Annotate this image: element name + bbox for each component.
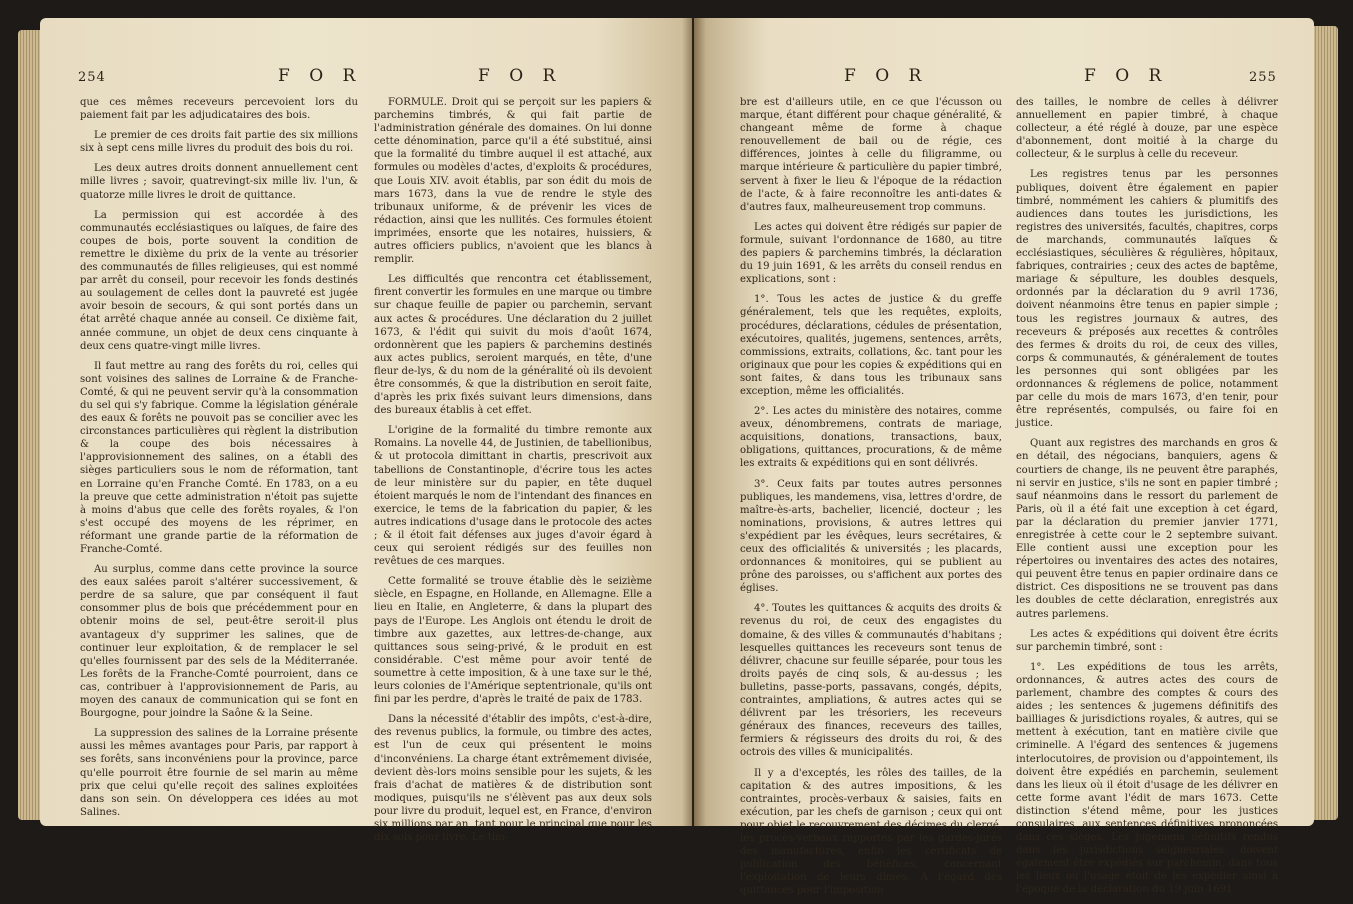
- paragraph: Dans la nécessité d'établir des impôts, c'est-à-dire, des revenus publics, la formule, ou timbre des actes, est l'un de ceux qui présentent le moins d'inconvéniens. La charge étant extrêmement divisée, devient dès-lors moins sensible pour les sujets, & les frais d'achat de matières & de distribution sont modiques, puisqu'ils ne s'élèvent pas aux deux sols pour livre du produit, lequel est, en France, d'environ six millions par an, tant pour le principal que pour les dix sols pour livre. Le tim-: [374, 714, 652, 844]
- paragraph: des tailles, le nombre de celles à délivrer annuellement en papier timbré, à chaque collecteur, a été réglé à douze, par une espèce d'abonnement, dont moitié à la charge du collecteur, & le surplus à celle du receveur.: [1016, 97, 1278, 161]
- paragraph: Cette formalité se trouve établie dès le seizième siècle, en Espagne, en Hollande, en Allemagne. Elle a lieu en Italie, en Angleterre, & dans la plupart des pays de l'Europe. Les Anglois ont étendu le droit de timbre aux gazettes, aux lettres-de-change, aux quittances sous seing-privé, & le produit en est considérable. C'est même pour avoir tenté de soumettre à cette imposition, & à une taxe sur le thé, leurs colonies de l'Amérique septentrionale, qu'ils ont fini par les perdre, d'après le traité de paix de 1783.: [374, 576, 652, 706]
- paragraph: 3°. Ceux faits par toutes autres personnes publiques, les mandemens, visa, lettres d'ordre, de maître-ès-arts, bachelier, licencié, docteur ; les nominations, provisions, & autres lettres qui s'expédient par les évêques, leurs secrétaires, & ceux des officialités & universités ; les placards, ordonnances & monitoires, qui se publient au prône des paroisses, ou s'affichent aux portes des églises.: [740, 478, 1002, 595]
- paragraph: Les registres tenus par les personnes publiques, doivent être également en papier timbré, nommément les cahiers & plumitifs des audiences dans toutes les jurisdictions, les registres des universités, facultés, chapitres, corps de marchands, communautés laïques & ecclésiastiques, séculières & régulières, hôpitaux, fabriques, contrairies ; ceux des actes de baptême, mariage & sépulture, les doubles desquels, ordonnés par la déclaration du 9 avril 1736, doivent néanmoins être tenus en papier simple ; tous les registres journaux & autres, des receveurs & préposés aux recettes & contrôles des fermes & droits du roi, de ceux des villes, corps & communautés, & généralement de toutes les personnes qui sont obligées par les ordonnances & réglemens de police, notamment par celle du mois de mars 1673, d'en tenir, pour être représentés, compulsés, ou faire foi en justice.: [1016, 169, 1278, 430]
- left-column-1: [80, 96, 358, 826]
- paragraph: Les difficultés que rencontra cet établissement, firent convertir les formules en une marque ou timbre sur chaque feuille de papier ou parchemin, servant aux actes & procédures. Une déclaration du 2 juillet 1673, & l'édit qui suivit du mois d'août 1674, ordonnèrent que les papiers & parchemins destinés aux actes publics, seroient marqués, en tête, d'une fleur de-lys, & du nom de la généralité où ils devoient être consommés, & que la distribution en seroit faite, d'après les prix fixés suivant leurs dimensions, dans des bureaux établis à cet effet.: [374, 274, 652, 417]
- paragraph: bre est d'ailleurs utile, en ce que l'écusson ou marque, étant différent pour chaque généralité, & changeant même de forme à chaque renouvellement de bail ou de régie, ces différences, jointes à celle du filigramme, ou marque intérieure & particulière du papier timbré, servent à fixer le lieu & l'époque de la rédaction de l'acte, & à faire reconnoître les anti-dates & d'autres faux, malheureusement trop communs.: [740, 97, 1002, 213]
- paragraph: 4°. Toutes les quittances & acquits des droits & revenus du roi, de ceux des engagistes du domaine, & des villes & communautés d'habitans ; lesquelles quittances les receveurs sont tenus de délivrer, chacune sur feuille séparée, pour tous les droits payés de cinq sols, & au-dessus ; les bulletins, passe-ports, passavans, congés, dépits, contraintes, ampliations, & autres actes qui se délivrent par les trésoriers, les receveurs généraux des finances, receveurs des tailles, fermiers & régisseurs des droits du roi, & des octrois des villes & municipalités.: [740, 603, 1002, 759]
- right-page-number: 255: [1249, 70, 1277, 85]
- paragraph: Il faut mettre au rang des forêts du roi, celles qui sont voisines des salines de Lorraine & de Franche-Comté, & qui ne peuvent servir qu'à la consommation du sel qui s'y fabrique. Comme la législation générale des eaux & forêts ne pouvoit pas se concilier avec les circonstances particulières qui règlent la distribution & la coupe des bois nécessaires à l'approvisionnement des salines, on a établi des sièges particuliers sous le nom de réformation, tant en Lorraine qu'en Franche Comté. En 1783, on a eu la preuve que cette administration n'étoit pas sujette à moins d'abus que celle des forêts royales, & l'on s'est occupé des moyens de les réprimer, en réformant une grande partie de la réformation de Franche-Comté.: [80, 360, 358, 555]
- paragraph: L'origine de la formalité du timbre remonte aux Romains. La novelle 44, de Justinien, de tabellionibus, & ut protocola dimittant in chartis, prescrivoit aux tabellions de Constantinople, d'écrire tous les actes de leur ministère sur du papier, en tête duquel étoient marqués le nom de l'intendant des finances en exercice, le tems de la fabrication du papier, & les autres indications d'usage dans le protocole des actes ; & il étoit fait défenses aux juges d'avoir égard à ceux qui seroient rédigés sur des feuilles non revêtues de ces marques.: [374, 425, 652, 568]
- open-book: [18, 18, 1338, 897]
- right-running-head-1: F O R: [844, 66, 929, 86]
- paragraph: Au surplus, comme dans cette province la source des eaux salées paroit s'altérer successivement, & perdre de sa salure, que par conséquent il faut consommer plus de bois que précédemment pour en obtenir moins de sel, peut-être seroit-il plus avantageux d'y supprimer les salines, que de continuer leur exploitation, & de remplacer le sel qu'elles fournissent par des sels de la Méditerranée. Les forêts de la Franche-Comté pourroient, dans ce cas, contribuer à l'approvisionnement de Paris, au moyen des canaux de communication qui se font en Bourgogne, pour joindre la Saône & la Seine.: [80, 564, 358, 720]
- left-running-head-2: F O R: [478, 66, 563, 86]
- left-column-2: [374, 96, 652, 851]
- paragraph: La suppression des salines de la Lorraine présente aussi les mêmes avantages pour Paris, par rapport à ses forêts, sans inconvéniens pour la province, parce qu'elle pourroit être fournie de sel marin au même prix que celui qu'elle reçoit des salines exploitées dans son sein. On développera ces idées au mot Salines.: [80, 728, 358, 818]
- paragraph: 1°. Les expéditions de tous les arrêts, ordonnances, & autres actes des cours de parlement, chambre des comptes & cours des aides ; les sentences & jugemens définitifs des bailliages & jurisdictions royales, & autres, qui se mettent à exécution, tant en matière civile que criminelle. A l'égard des sentences & jugemens interlocutoires, de provision ou d'appointement, ils doivent être expédiés en parchemin, seulement dans les lieux où il étoit d'usage de les délivrer en cette forme avant l'édit de mars 1673. Cette distinction s'étend même, pour les justices consulaires, aux sentences définitives prononcées dans ces sièges. Les jugemens définitifs rendus dans les jurisdictions seigneuriales, doivent également être expédiés sur parchemin, dans tous les lieux où l'usage étoit de les expédier ainsi à l'époque de la déclaration du 19 juin 1691.: [1016, 661, 1278, 896]
- left-page: [40, 18, 692, 844]
- book-gutter: [682, 18, 706, 826]
- right-running-head-2: F O R: [1084, 66, 1169, 86]
- paragraph: que ces mêmes receveurs percevoient lors du paiement fait par les adjudicataires des bois.: [80, 97, 358, 122]
- paragraph: Les deux autres droits donnent annuellement cent mille livres ; savoir, quatrevingt-six mille liv. l'un, & quatorze mille livres le droit de quittance.: [80, 163, 358, 201]
- paragraph: Les actes qui doivent être rédigés sur papier de formule, suivant l'ordonnance de 1680, au titre des papiers & parchemins timbrés, la déclaration du 19 juin 1691, & les arrêts du conseil rendus en explications, sont :: [740, 221, 1002, 286]
- right-page: [694, 18, 1314, 897]
- paragraph: 2°. Les actes du ministère des notaires, comme aveux, dénombremens, contrats de mariage, acquisitions, donations, transactions, baux, obligations, quittances, procurations, & de même les extraits & expéditions qui en sont délivrés.: [740, 406, 1002, 470]
- paragraph: 1°. Tous les actes de justice & du greffe généralement, tels que les requêtes, exploits, procédures, déclarations, cédules de présentation, exécutoires, qualités, jugemens, sentences, arrêts, commissions, extraits, collations, &c. tant pour les originaux que pour les copies & expéditions qui en sont faites, & dans tous les tribunaux sans exception, même les officialités.: [740, 294, 1002, 397]
- paragraph: Il y a d'exceptés, les rôles des tailles, de la capitation & des autres impositions, & les contraintes, procès-verbaux & saisies, faits en exécution, par les chefs de garnison ; ceux qui ont pour objet le recouvrement des décimes du clergé, les procès-verbaux rapportés par les gardes-jurés des manufactures, enfin les certificats de publication des bénéfices, concernant l'exploitation de leurs dîmes. A l'égard des quittances pour l'imposition: [740, 767, 1002, 897]
- left-page-number: 254: [78, 70, 106, 85]
- paragraph: La permission qui est accordée à des communautés ecclésiastiques ou laïques, de faire des coupes de bois, porte souvent la condition de remettre le dixième du prix de la vente au trésorier des communautés de filles religieuses, qui est nommé par arrêt du conseil, pour recevoir les fonds destinés au soulagement de celles dont la pauvreté est jugée avoir besoin de secours, & qui sont portés dans un état arrêté chaque année au conseil. Ce dixième fait, année commune, un objet de deux cens cinquante à deux cens quatre-vingt mille livres.: [80, 209, 358, 352]
- right-column-1: [740, 96, 1002, 904]
- paragraph: FORMULE. Droit qui se perçoit sur les papiers & parchemins timbrés, & qui fait partie de l'administration générale des domaines. On lui donne cette dénomination, parce qu'il a été substitué, ainsi que la formalité du timbre auquel il est attaché, aux formules ou modèles d'actes, d'exploits & procédures, que Louis XIV. avoit établis, par son édit du mois de mars 1673, dans la vue de rendre le style des tribunaux uniforme, & de prévenir les vices de rédaction, ainsi que les nullités. Ces formules étoient imprimées, ensorte que les notaires, huissiers, & autres officiers publics, n'avoient que les blancs à remplir.: [374, 97, 652, 266]
- paragraph: Le premier de ces droits fait partie des six millions six à sept cens mille livres du produit des bois du roi.: [80, 130, 358, 155]
- left-running-head-1: F O R: [278, 66, 363, 86]
- right-column-2: [1016, 96, 1278, 904]
- paragraph: Les actes & expéditions qui doivent être écrits sur parchemin timbré, sont :: [1016, 628, 1278, 653]
- page-edges-right: [1312, 26, 1338, 820]
- paragraph: Quant aux registres des marchands en gros & en détail, des négocians, banquiers, agens & courtiers de change, ils ne peuvent être paraphés, ni servir en justice, s'ils ne sont en papier timbré ; sauf néanmoins dans le ressort du parlement de Paris, où il a été fait une exception à cet égard, par la déclaration du premier janvier 1771, enregistrée à cette cour le 2 septembre suivant. Elle contient aussi une exception pour les répertoires ou inventaires des actes des notaires, qui peuvent être tenus en papier ordinaire dans ce district. Ces dispositions ne se trouvent pas dans les doubles de cette déclaration, enregistrés aux autres parlemens.: [1016, 438, 1278, 620]
